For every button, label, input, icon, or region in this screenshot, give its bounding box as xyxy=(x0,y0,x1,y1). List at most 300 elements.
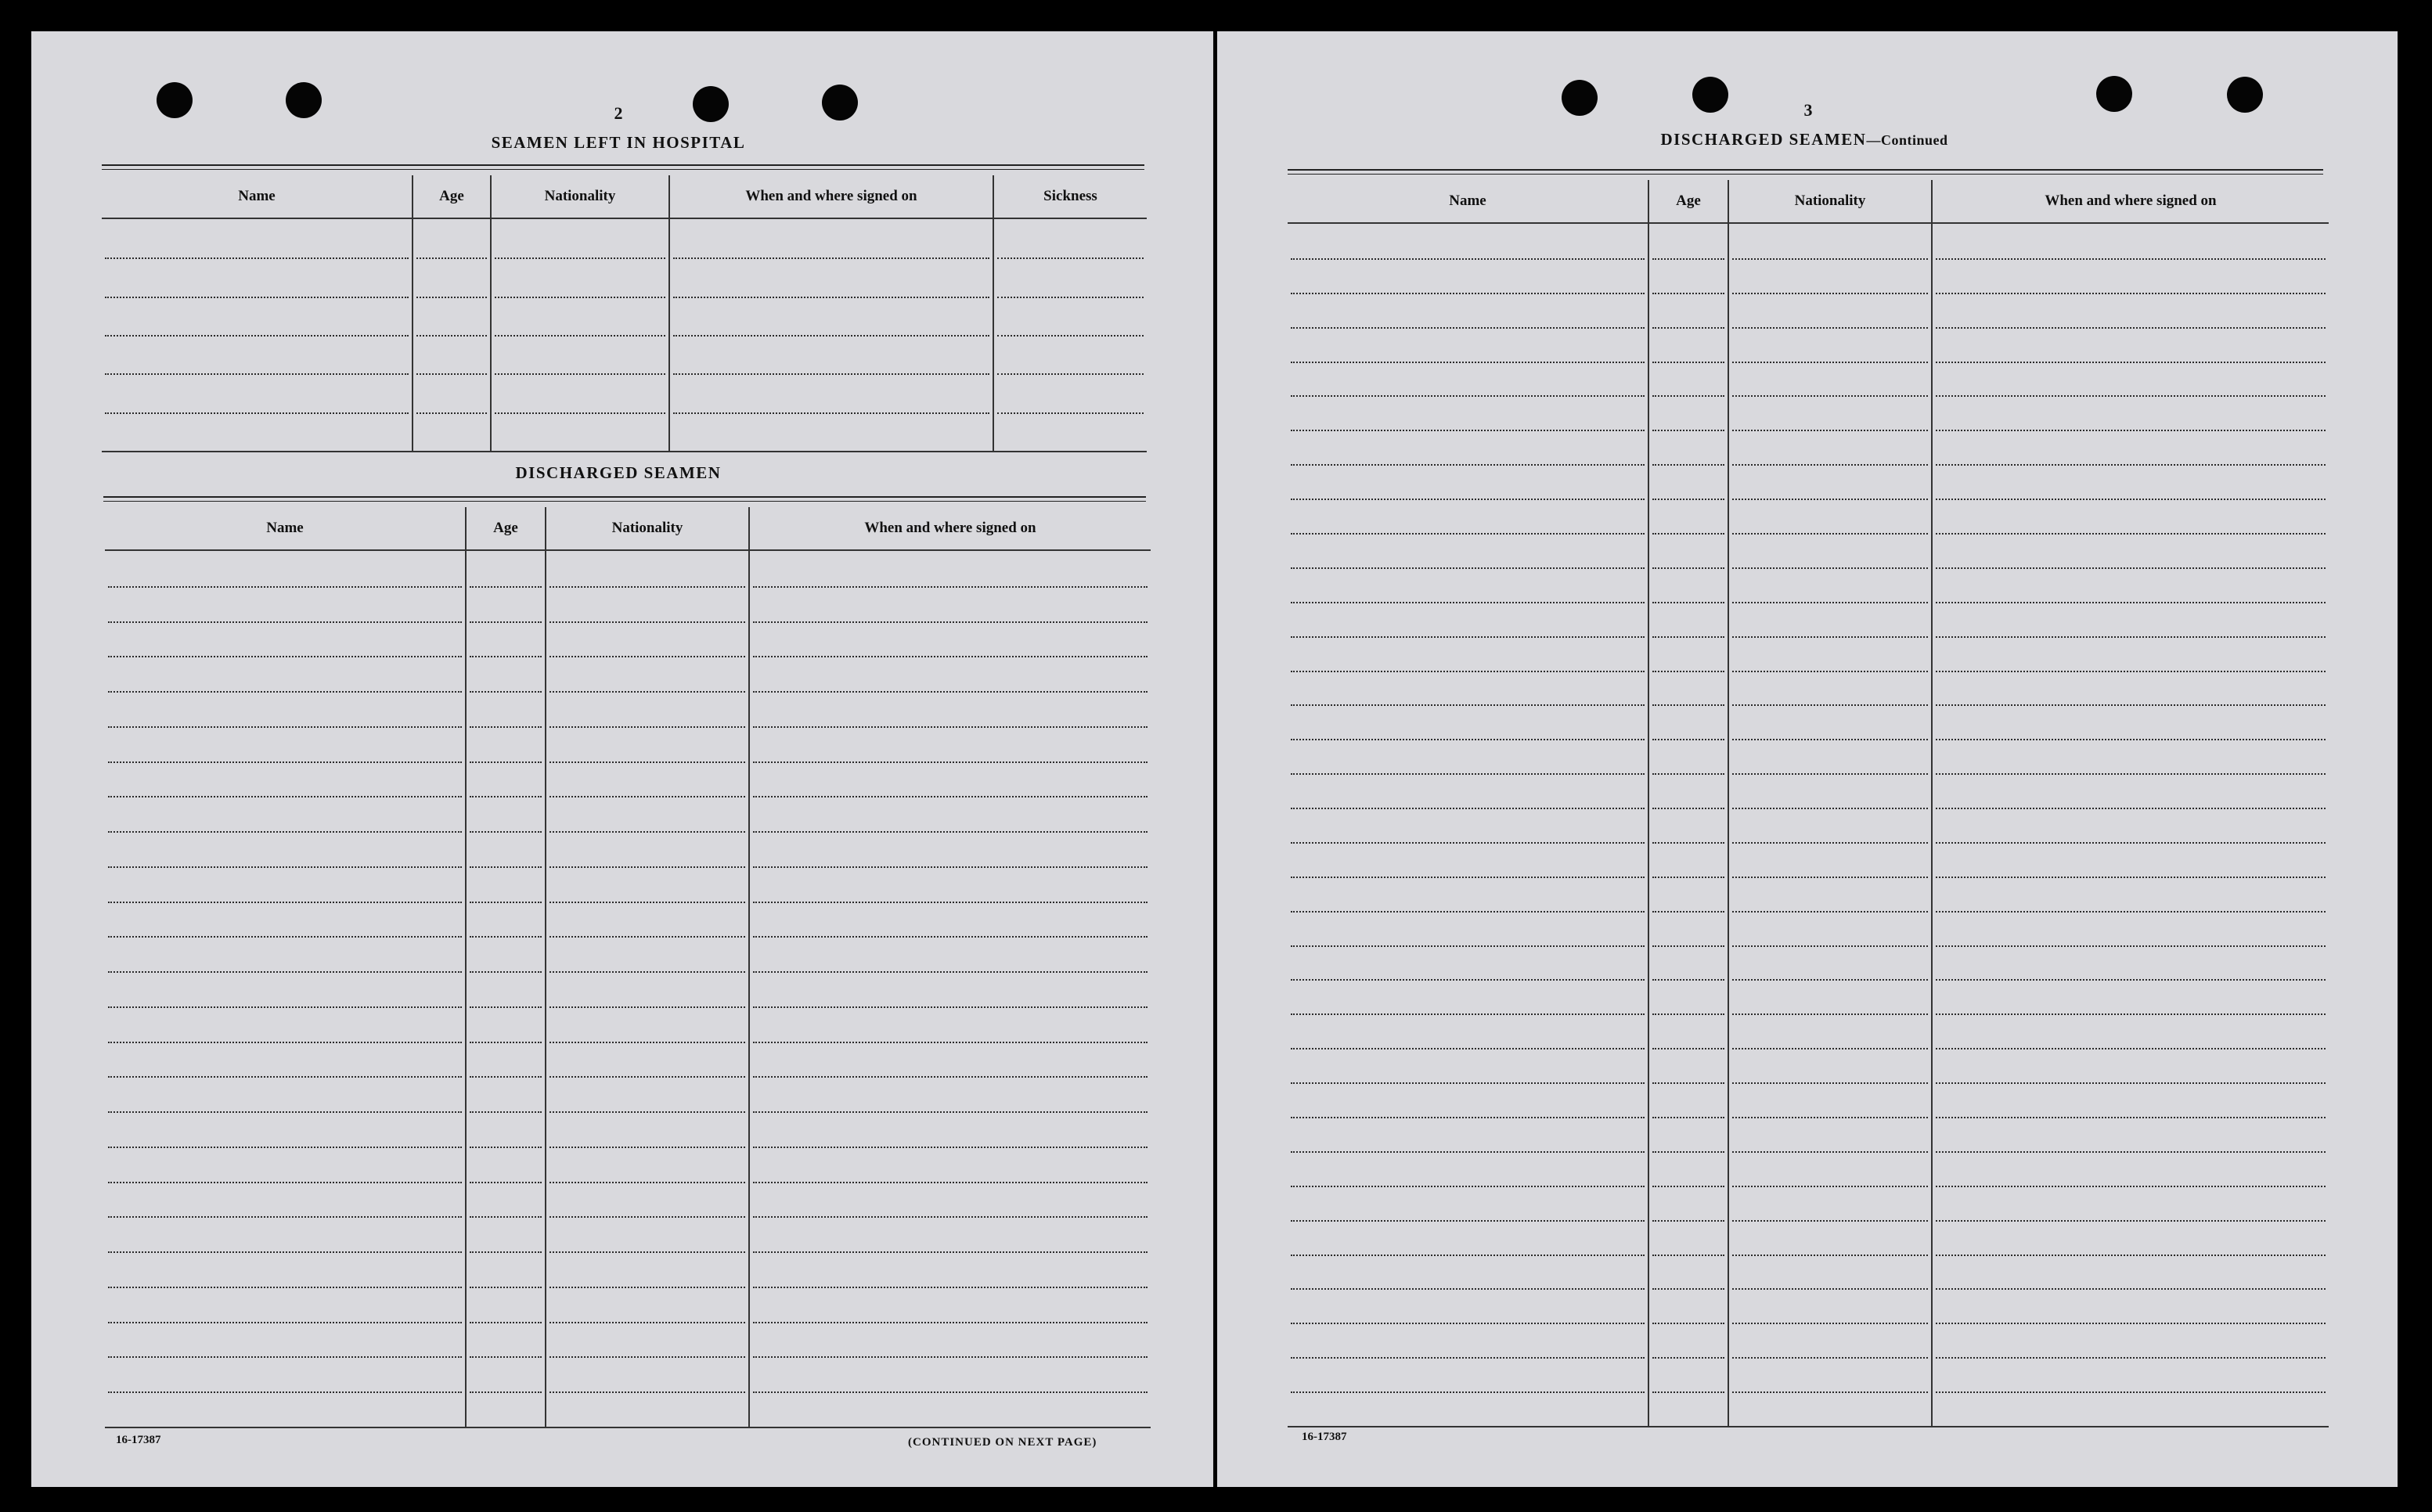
blank-row-line xyxy=(1936,602,2326,603)
blank-row-line xyxy=(108,796,462,797)
blank-row-line xyxy=(1291,979,1645,981)
blank-row-line xyxy=(549,1042,745,1043)
blank-row-line xyxy=(753,1287,1148,1288)
blank-row-line xyxy=(108,902,462,903)
blank-row-line xyxy=(470,1216,542,1218)
blank-row-line xyxy=(1291,1220,1645,1222)
blank-row-line xyxy=(549,1251,745,1253)
blank-row-line xyxy=(495,335,665,337)
blank-row-line xyxy=(108,656,462,657)
blank-row-line xyxy=(753,902,1148,903)
blank-row-line xyxy=(416,257,487,259)
blank-row-line xyxy=(1652,293,1724,294)
blank-row-line xyxy=(997,373,1144,375)
blank-row-line xyxy=(108,1182,462,1183)
blank-row-line xyxy=(1936,671,2326,672)
blank-row-line xyxy=(470,1042,542,1043)
blank-row-line xyxy=(1936,1048,2326,1049)
blank-row-line xyxy=(1291,293,1645,294)
blank-row-line xyxy=(1732,979,1928,981)
blank-row-line xyxy=(1732,636,1928,638)
blank-row-line xyxy=(1732,395,1928,397)
punch-hole xyxy=(2227,77,2263,113)
blank-row-line xyxy=(1936,293,2326,294)
blank-row-line xyxy=(1732,739,1928,740)
blank-row-line xyxy=(105,257,409,259)
blank-row-line xyxy=(108,866,462,868)
column-header-age: Age xyxy=(1649,180,1728,224)
blank-row-line xyxy=(549,656,745,657)
blank-row-line xyxy=(549,796,745,797)
blank-row-line xyxy=(753,971,1148,973)
blank-row-line xyxy=(753,761,1148,763)
blank-row-line xyxy=(753,936,1148,938)
blank-row-line xyxy=(1652,464,1724,466)
blank-row-line xyxy=(1652,1048,1724,1049)
blank-row-line xyxy=(1291,877,1645,878)
blank-row-line xyxy=(108,1216,462,1218)
punch-hole xyxy=(822,85,858,121)
blank-row-line xyxy=(753,656,1148,657)
blank-row-line xyxy=(1936,1255,2326,1256)
blank-row-line xyxy=(470,831,542,833)
blank-row-line xyxy=(1732,842,1928,844)
blank-row-line xyxy=(549,1006,745,1008)
blank-row-line xyxy=(1936,739,2326,740)
blank-row-line xyxy=(1732,808,1928,809)
blank-row-line xyxy=(1936,1186,2326,1187)
blank-row-line xyxy=(1936,1082,2326,1084)
blank-row-line xyxy=(1732,704,1928,706)
blank-row-line xyxy=(470,796,542,797)
blank-row-line xyxy=(1652,327,1724,329)
nationality-column xyxy=(546,507,750,1427)
left-page xyxy=(31,31,1213,1487)
blank-row-line xyxy=(549,971,745,973)
blank-row-line xyxy=(1291,1357,1645,1359)
blank-row-line xyxy=(1291,773,1645,775)
blank-row-line xyxy=(1936,362,2326,363)
blank-row-line xyxy=(1652,1013,1724,1015)
blank-row-line xyxy=(673,373,989,375)
blank-row-line xyxy=(416,373,487,375)
blank-row-line xyxy=(549,691,745,693)
column-header-age: Age xyxy=(467,507,545,551)
punch-hole xyxy=(1562,80,1598,116)
punch-hole xyxy=(157,82,193,118)
blank-row-line xyxy=(753,1006,1148,1008)
blank-row-line xyxy=(1652,1255,1724,1256)
blank-row-line xyxy=(1936,1357,2326,1359)
blank-row-line xyxy=(1291,464,1645,466)
blank-row-line xyxy=(1291,636,1645,638)
blank-row-line xyxy=(1291,1323,1645,1324)
blank-row-line xyxy=(1652,739,1724,740)
blank-row-line xyxy=(1936,808,2326,809)
double-rule xyxy=(1288,169,2323,175)
blank-row-line xyxy=(997,335,1144,337)
blank-row-line xyxy=(673,335,989,337)
blank-row-line xyxy=(470,761,542,763)
blank-row-line xyxy=(1936,877,2326,878)
blank-row-line xyxy=(1291,395,1645,397)
form-number: 16-17387 xyxy=(116,1434,161,1446)
age-column xyxy=(413,175,492,451)
blank-row-line xyxy=(1936,464,2326,466)
blank-row-line xyxy=(1936,945,2326,947)
blank-row-line xyxy=(1732,533,1928,535)
blank-row-line xyxy=(470,621,542,623)
blank-row-line xyxy=(1936,1220,2326,1222)
blank-row-line xyxy=(105,412,409,414)
blank-row-line xyxy=(1732,464,1928,466)
blank-row-line xyxy=(1291,602,1645,603)
blank-row-line xyxy=(1652,773,1724,775)
blank-row-line xyxy=(753,1182,1148,1183)
blank-row-line xyxy=(1291,533,1645,535)
blank-row-line xyxy=(1732,877,1928,878)
blank-row-line xyxy=(1732,773,1928,775)
blank-row-line xyxy=(1732,671,1928,672)
blank-row-line xyxy=(549,621,745,623)
blank-row-line xyxy=(1936,395,2326,397)
discharged-table xyxy=(105,507,1151,1428)
blank-row-line xyxy=(470,726,542,728)
blank-row-line xyxy=(1652,1082,1724,1084)
right-page xyxy=(1217,31,2398,1487)
blank-row-line xyxy=(105,373,409,375)
blank-row-line xyxy=(1936,636,2326,638)
nationality-column xyxy=(492,175,670,451)
blank-row-line xyxy=(1936,258,2326,260)
punch-hole xyxy=(286,82,322,118)
blank-row-line xyxy=(108,586,462,588)
blank-row-line xyxy=(1291,739,1645,740)
blank-row-line xyxy=(673,412,989,414)
blank-row-line xyxy=(416,297,487,298)
blank-row-line xyxy=(1291,842,1645,844)
blank-row-line xyxy=(108,726,462,728)
blank-row-line xyxy=(470,902,542,903)
blank-row-line xyxy=(108,936,462,938)
blank-row-line xyxy=(1652,877,1724,878)
discharged-section-title: DISCHARGED SEAMEN xyxy=(515,463,722,482)
blank-row-line xyxy=(108,1147,462,1148)
blank-row-line xyxy=(1291,1082,1645,1084)
blank-row-line xyxy=(1291,567,1645,569)
hospital-table xyxy=(102,175,1147,452)
blank-row-line xyxy=(1732,362,1928,363)
blank-row-line xyxy=(1732,1186,1928,1187)
blank-row-line xyxy=(108,1287,462,1288)
blank-row-line xyxy=(1652,533,1724,535)
blank-row-line xyxy=(1732,602,1928,603)
blank-row-line xyxy=(753,1322,1148,1323)
blank-row-line xyxy=(108,1042,462,1043)
blank-row-line xyxy=(549,761,745,763)
blank-row-line xyxy=(549,831,745,833)
blank-row-line xyxy=(753,831,1148,833)
blank-row-line xyxy=(753,1147,1148,1148)
blank-row-line xyxy=(108,1391,462,1393)
blank-row-line xyxy=(1291,258,1645,260)
blank-row-line xyxy=(1936,911,2326,913)
column-header-nationality: Nationality xyxy=(1729,180,1931,224)
blank-row-line xyxy=(1936,1391,2326,1393)
blank-row-line xyxy=(1732,1255,1928,1256)
blank-row-line xyxy=(1936,1117,2326,1118)
name-column xyxy=(1288,180,1649,1426)
blank-row-line xyxy=(1936,327,2326,329)
blank-row-line xyxy=(1652,1357,1724,1359)
blank-row-line xyxy=(549,936,745,938)
blank-row-line xyxy=(108,1076,462,1078)
blank-row-line xyxy=(108,1356,462,1358)
blank-row-line xyxy=(1732,293,1928,294)
blank-row-line xyxy=(1936,842,2326,844)
blank-row-line xyxy=(470,1076,542,1078)
blank-row-line xyxy=(753,796,1148,797)
blank-row-line xyxy=(1732,327,1928,329)
blank-row-line xyxy=(753,1111,1148,1113)
blank-row-line xyxy=(1732,1323,1928,1324)
blank-row-line xyxy=(108,691,462,693)
blank-row-line xyxy=(1652,704,1724,706)
blank-row-line xyxy=(1936,499,2326,500)
blank-row-line xyxy=(495,257,665,259)
blank-row-line xyxy=(1652,1391,1724,1393)
blank-row-line xyxy=(549,1111,745,1113)
blank-row-line xyxy=(1291,1186,1645,1187)
blank-row-line xyxy=(495,412,665,414)
blank-row-line xyxy=(1291,1013,1645,1015)
blank-row-line xyxy=(1732,1151,1928,1153)
blank-row-line xyxy=(753,726,1148,728)
blank-row-line xyxy=(105,335,409,337)
blank-row-line xyxy=(1732,1117,1928,1118)
blank-row-line xyxy=(997,412,1144,414)
blank-row-line xyxy=(1732,499,1928,500)
column-header-name: Name xyxy=(105,507,465,551)
punch-hole xyxy=(1692,77,1728,113)
blank-row-line xyxy=(753,586,1148,588)
blank-row-line xyxy=(549,726,745,728)
blank-row-line xyxy=(549,1182,745,1183)
blank-row-line xyxy=(1732,1391,1928,1393)
column-header-sickness: Sickness xyxy=(994,175,1147,219)
blank-row-line xyxy=(470,1111,542,1113)
blank-row-line xyxy=(108,1006,462,1008)
blank-row-line xyxy=(1291,911,1645,913)
double-rule xyxy=(103,496,1146,502)
blank-row-line xyxy=(470,1322,542,1323)
blank-row-line xyxy=(1652,671,1724,672)
blank-row-line xyxy=(1652,1288,1724,1290)
blank-row-line xyxy=(1732,1220,1928,1222)
blank-row-line xyxy=(1936,1288,2326,1290)
blank-row-line xyxy=(470,1182,542,1183)
blank-row-line xyxy=(1732,911,1928,913)
blank-row-line xyxy=(549,1322,745,1323)
blank-row-line xyxy=(1291,671,1645,672)
blank-row-line xyxy=(1291,808,1645,809)
age-column xyxy=(1649,180,1729,1426)
blank-row-line xyxy=(1936,1323,2326,1324)
blank-row-line xyxy=(1652,602,1724,603)
blank-row-line xyxy=(1291,499,1645,500)
blank-row-line xyxy=(1936,1013,2326,1015)
column-header-nationality: Nationality xyxy=(492,175,668,219)
blank-row-line xyxy=(1291,704,1645,706)
signed-on-column xyxy=(750,507,1151,1427)
blank-row-line xyxy=(753,691,1148,693)
blank-row-line xyxy=(549,586,745,588)
section-title-main: DISCHARGED SEAMEN xyxy=(1660,130,1867,149)
blank-row-line xyxy=(997,257,1144,259)
blank-row-line xyxy=(1652,258,1724,260)
section-title xyxy=(1491,130,2117,149)
blank-row-line xyxy=(1291,362,1645,363)
blank-row-line xyxy=(108,1111,462,1113)
blank-row-line xyxy=(1291,1151,1645,1153)
column-header-signed-on: When and where signed on xyxy=(1933,180,2329,224)
blank-row-line xyxy=(108,1251,462,1253)
continued-note: (CONTINUED ON NEXT PAGE) xyxy=(908,1436,1097,1449)
blank-row-line xyxy=(108,761,462,763)
blank-row-line xyxy=(753,1391,1148,1393)
blank-row-line xyxy=(108,621,462,623)
column-header-nationality: Nationality xyxy=(546,507,748,551)
column-header-signed-on: When and where signed on xyxy=(670,175,993,219)
blank-row-line xyxy=(1652,911,1724,913)
blank-row-line xyxy=(1652,1117,1724,1118)
punch-hole xyxy=(2096,76,2132,112)
blank-row-line xyxy=(1732,1082,1928,1084)
section-title-continued: —Continued xyxy=(1866,132,1948,148)
blank-row-line xyxy=(753,1042,1148,1043)
blank-row-line xyxy=(470,691,542,693)
blank-row-line xyxy=(470,1251,542,1253)
blank-row-line xyxy=(1732,258,1928,260)
blank-row-line xyxy=(673,297,989,298)
blank-row-line xyxy=(470,1147,542,1148)
blank-row-line xyxy=(416,412,487,414)
blank-row-line xyxy=(470,936,542,938)
blank-row-line xyxy=(495,373,665,375)
blank-row-line xyxy=(1291,1117,1645,1118)
blank-row-line xyxy=(549,1287,745,1288)
blank-row-line xyxy=(549,1147,745,1148)
blank-row-line xyxy=(1732,1013,1928,1015)
nationality-column xyxy=(1729,180,1933,1426)
blank-row-line xyxy=(108,831,462,833)
blank-row-line xyxy=(549,866,745,868)
column-header-age: Age xyxy=(413,175,490,219)
blank-row-line xyxy=(549,1356,745,1358)
blank-row-line xyxy=(495,297,665,298)
blank-row-line xyxy=(1291,1048,1645,1049)
form-number: 16-17387 xyxy=(1302,1431,1347,1443)
blank-row-line xyxy=(1936,1151,2326,1153)
blank-row-line xyxy=(470,1356,542,1358)
blank-row-line xyxy=(1291,1255,1645,1256)
signed-on-column xyxy=(670,175,994,451)
blank-row-line xyxy=(108,1322,462,1323)
blank-row-line xyxy=(470,586,542,588)
blank-row-line xyxy=(470,1006,542,1008)
blank-row-line xyxy=(1936,979,2326,981)
blank-row-line xyxy=(1652,1151,1724,1153)
blank-row-line xyxy=(416,335,487,337)
blank-row-line xyxy=(470,866,542,868)
blank-row-line xyxy=(1652,808,1724,809)
blank-row-line xyxy=(753,1216,1148,1218)
blank-row-line xyxy=(108,971,462,973)
blank-row-line xyxy=(1732,1357,1928,1359)
hospital-section-title: SEAMEN LEFT IN HOSPITAL xyxy=(491,133,746,152)
blank-row-line xyxy=(1652,1186,1724,1187)
blank-row-line xyxy=(1936,533,2326,535)
signed-on-column xyxy=(1933,180,2329,1426)
blank-row-line xyxy=(1652,842,1724,844)
blank-row-line xyxy=(1732,430,1928,431)
age-column xyxy=(467,507,546,1427)
page-number: 2 xyxy=(614,103,623,123)
blank-row-line xyxy=(1652,979,1724,981)
column-header-signed-on: When and where signed on xyxy=(750,507,1151,551)
blank-row-line xyxy=(1291,945,1645,947)
blank-row-line xyxy=(753,1076,1148,1078)
blank-row-line xyxy=(1732,1048,1928,1049)
name-column xyxy=(102,175,413,451)
blank-row-line xyxy=(1652,1323,1724,1324)
blank-row-line xyxy=(1936,773,2326,775)
blank-row-line xyxy=(1936,430,2326,431)
blank-row-line xyxy=(549,1076,745,1078)
blank-row-line xyxy=(470,656,542,657)
blank-row-line xyxy=(753,621,1148,623)
column-header-name: Name xyxy=(102,175,412,219)
blank-row-line xyxy=(1291,1288,1645,1290)
page-number: 3 xyxy=(1803,100,1813,120)
blank-row-line xyxy=(549,1391,745,1393)
blank-row-line xyxy=(1936,567,2326,569)
blank-row-line xyxy=(470,1287,542,1288)
blank-row-line xyxy=(1652,499,1724,500)
blank-row-line xyxy=(470,971,542,973)
double-rule xyxy=(102,164,1144,170)
column-header-name: Name xyxy=(1288,180,1648,224)
blank-row-line xyxy=(1652,362,1724,363)
blank-row-line xyxy=(1732,567,1928,569)
blank-row-line xyxy=(997,297,1144,298)
punch-hole xyxy=(693,86,729,122)
blank-row-line xyxy=(673,257,989,259)
blank-row-line xyxy=(1652,945,1724,947)
discharged-continued-table xyxy=(1288,180,2329,1427)
blank-row-line xyxy=(1652,567,1724,569)
blank-row-line xyxy=(549,1216,745,1218)
blank-row-line xyxy=(1652,430,1724,431)
name-column xyxy=(105,507,467,1427)
blank-row-line xyxy=(1652,395,1724,397)
blank-row-line xyxy=(1732,1288,1928,1290)
blank-row-line xyxy=(753,1251,1148,1253)
blank-row-line xyxy=(753,1356,1148,1358)
blank-row-line xyxy=(1936,704,2326,706)
blank-row-line xyxy=(1732,945,1928,947)
blank-row-line xyxy=(1291,327,1645,329)
